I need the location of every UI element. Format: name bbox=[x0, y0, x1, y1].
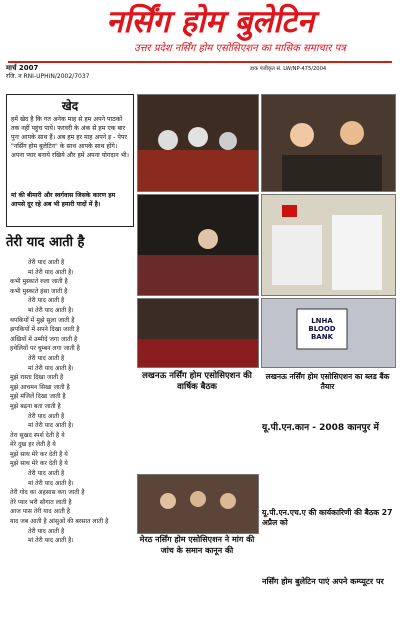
heading-upnacon: यू.पी.एन.कान - 2008 कानपुर में bbox=[262, 423, 379, 433]
poem-line: तेरी याद आती है bbox=[28, 527, 65, 535]
reg-number: रजि. न RNI-UPHIN/2002/7037 bbox=[6, 73, 90, 80]
kheda-bold: मां की बीमारी और स्वर्गवास जिसके कारण हम आपसे दूर रहे अब भी हमारी यादों में है। bbox=[11, 192, 116, 208]
photo-annual-meeting bbox=[137, 298, 259, 368]
poem-line: तेरी याद आती है bbox=[28, 412, 65, 420]
poem-line: कभी मुस्काते हंसा जाती है bbox=[10, 287, 68, 295]
blood-bank-sign: LNHA BLOOD BANK bbox=[308, 317, 336, 341]
poem-line: कभी मुस्काते रुला जाती है bbox=[10, 278, 68, 286]
poem-line: मां तेरी याद आती है। bbox=[28, 364, 74, 372]
poem-line: झपकियों में सपने दिखा जाती है bbox=[10, 326, 80, 334]
heading-monthly-meeting: यू.पी.एन.एच.ए की कार्यकारिणी की बैठक 27 अप्रैल को bbox=[262, 508, 393, 527]
poem-line: मां तेरी याद आती है। bbox=[28, 306, 74, 314]
poem-line: मां तेरी याद आती है। bbox=[28, 537, 74, 545]
masthead-meta bbox=[6, 64, 89, 81]
poem-line: आज पास तेरी याद आती है bbox=[10, 508, 71, 516]
masthead bbox=[0, 0, 400, 92]
caption-meerut: मेरठ नर्सिंग होम एसोसिएशन ने मांग की जांच के समान कानून की bbox=[139, 535, 255, 555]
photo-blood-bank-sign bbox=[261, 298, 396, 368]
poem-line: अंखियों में उम्मीदें जगा जाती है bbox=[10, 335, 78, 343]
photo-meerut bbox=[137, 474, 259, 534]
photo-meeting-2 bbox=[261, 94, 396, 192]
poem-title: तेरी याद आती है bbox=[6, 235, 85, 250]
postal-number: डाक पंजीकृत सं. LW/NP-475/2004 bbox=[250, 66, 327, 72]
kheda-box bbox=[6, 94, 134, 227]
heading-computer: नर्सिंग होम बुलेटिन पाएं अपने कम्प्यूटर पर bbox=[262, 577, 384, 586]
poem-line: हथेलियों पर चुम्बन लगा जाती है bbox=[10, 345, 80, 353]
poem-line: तेरी याद आती है bbox=[28, 259, 65, 266]
masthead-subtitle: उत्तर प्रदेश नर्सिंग होम एसोसिएशन का मासिक समाचार पत्र bbox=[134, 43, 346, 54]
caption-blood-bank: लखनऊ नर्सिंग होम एसोसिएशन का ब्लड बैंक तैयार bbox=[265, 372, 390, 391]
kheda-text: हमें खेद है कि गत अनेक माह से हम अपने पाठकों तक नहीं पहुंच पाये। फरवरी के अंक से हम एक बार पुनः आपके साथ हैं। अब हम हर माह अपने इ - पेपर "नर्सिंग होम बुलेटिन" के साथ आपके साथ होंगे।अपना प्यार बनाये रखिये और हमें अपना योगदान भी। bbox=[11, 116, 129, 159]
poem-line: मुझे बढ़ना बता जाती है bbox=[10, 402, 61, 410]
photo-blood-bank-room bbox=[261, 194, 396, 296]
poem-line: तेरी याद आती है bbox=[28, 297, 65, 305]
poem-line: तेरा सुखद स्पर्श देती है ये bbox=[10, 431, 65, 439]
masthead-rule bbox=[8, 61, 392, 63]
poem-line: थपकियों में मुझे सुला जाती है bbox=[10, 316, 75, 324]
poem-line: तेरी याद आती है bbox=[28, 354, 65, 362]
poem-line: मुझे आचमन सिखा जाती है bbox=[10, 383, 70, 391]
poem-line: तेरी गोद का अहसास करा जाती है bbox=[10, 489, 85, 497]
photo-lecture bbox=[137, 194, 259, 296]
poem-line: मां तेरी याद आती है। bbox=[28, 268, 74, 276]
poem-line: मेरे दुख हर लेती है ये bbox=[10, 441, 56, 449]
poem bbox=[10, 258, 132, 546]
poem-line: मां तेरी याद आती है। bbox=[28, 479, 74, 487]
poem-line: मां तेरी याद आती है। bbox=[28, 422, 74, 430]
poem-line: मुझे साथ मेरे कर देती है ये bbox=[10, 450, 68, 458]
masthead-title: नर्सिंग होम बुलेटिन bbox=[106, 4, 314, 40]
poem-line: मुझे मंजिलें दिखा जाती है bbox=[10, 393, 66, 401]
poem-line: तेरे प्यार भरी सौगात लाती है bbox=[10, 498, 72, 506]
poem-line: याद जब आती है आंसुओं की बरसात लाती है bbox=[10, 518, 109, 526]
poem-line: मुझे साथ मेरे कर देती है ये bbox=[10, 460, 68, 468]
photo-meeting-1 bbox=[137, 94, 259, 192]
caption-annual-meeting: लखनऊ नर्सिंग होम एसोसिएशन की वार्षिक बैठक bbox=[142, 371, 252, 392]
poem-line: मुझे रास्ता दिखा जाती है bbox=[10, 374, 64, 382]
kheda-heading: खेद bbox=[61, 99, 79, 113]
poem-line: तेरी याद आती है bbox=[28, 470, 65, 478]
issue-date: मार्च 2007 bbox=[6, 64, 39, 72]
